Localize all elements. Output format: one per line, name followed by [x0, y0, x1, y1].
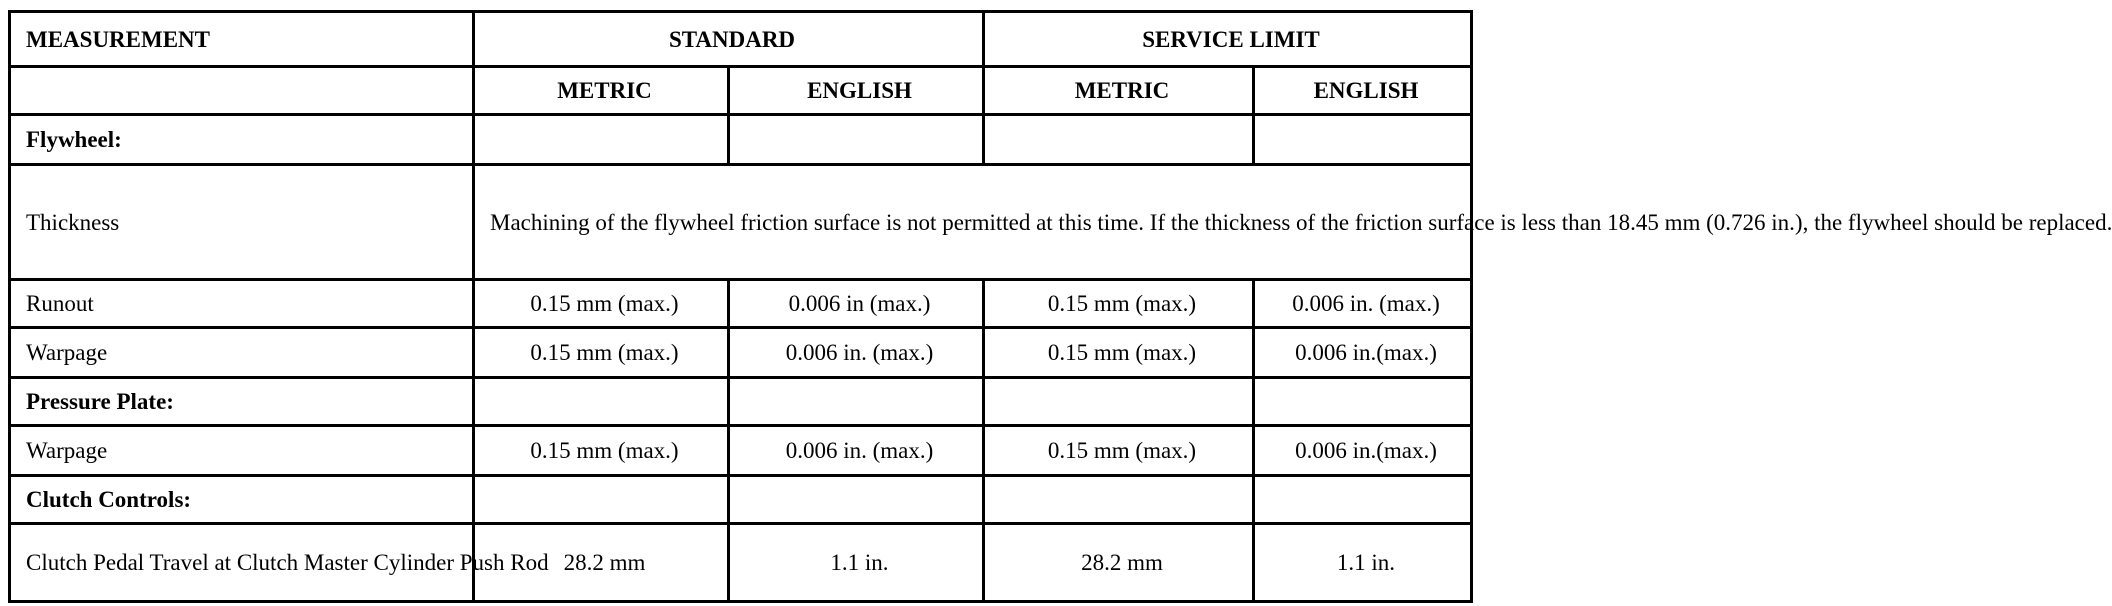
standard-english-header: ENGLISH — [729, 67, 984, 115]
empty-cell — [474, 115, 729, 165]
section-row-clutch-controls — [10, 476, 1472, 524]
runout-limit-metric: 0.15 mm (max.) — [984, 280, 1254, 328]
runout-standard-english: 0.006 in (max.) — [729, 280, 984, 328]
empty-cell — [729, 378, 984, 426]
table-row-thickness — [10, 165, 1472, 280]
empty-cell — [984, 378, 1254, 426]
specification-table — [8, 10, 2112, 603]
table-row-flywheel-warpage — [10, 328, 1472, 378]
flywheel-warpage-standard-english: 0.006 in. (max.) — [729, 328, 984, 378]
plate-warpage-limit-english: 0.006 in.(max.) — [1254, 426, 1472, 476]
plate-warpage-standard-english: 0.006 in. (max.) — [729, 426, 984, 476]
row-label-pedal-travel: Clutch Pedal Travel at Clutch Master Cylinder Push Rod — [10, 524, 474, 602]
table-row-pressure-plate-warpage — [10, 426, 1472, 476]
empty-cell — [10, 67, 474, 115]
pedal-travel-standard-metric: 28.2 mm — [474, 524, 729, 602]
thickness-note: Machining of the flywheel friction surface is not permitted at this time. If the thickness of the friction surface is less than 18.45 mm (0.726 in.), the flywheel should be replaced. — [474, 165, 1472, 280]
pedal-travel-standard-english: 1.1 in. — [729, 524, 984, 602]
flywheel-warpage-limit-english: 0.006 in.(max.) — [1254, 328, 1472, 378]
empty-cell — [474, 476, 729, 524]
row-label-thickness: Thickness — [10, 165, 474, 280]
row-label-warpage: Warpage — [10, 426, 474, 476]
subheader-row — [10, 67, 1472, 115]
empty-cell — [984, 115, 1254, 165]
section-title-pressure-plate: Pressure Plate: — [10, 378, 474, 426]
flywheel-warpage-standard-metric: 0.15 mm (max.) — [474, 328, 729, 378]
standard-header: STANDARD — [474, 12, 984, 67]
empty-cell — [729, 476, 984, 524]
pedal-travel-limit-metric: 28.2 mm — [984, 524, 1254, 602]
empty-cell — [1254, 476, 1472, 524]
runout-limit-english: 0.006 in. (max.) — [1254, 280, 1472, 328]
section-row-pressure-plate — [10, 378, 1472, 426]
empty-cell — [729, 115, 984, 165]
plate-warpage-limit-metric: 0.15 mm (max.) — [984, 426, 1254, 476]
section-title-flywheel: Flywheel: — [10, 115, 474, 165]
plate-warpage-standard-metric: 0.15 mm (max.) — [474, 426, 729, 476]
empty-cell — [474, 378, 729, 426]
row-label-warpage: Warpage — [10, 328, 474, 378]
empty-cell — [984, 476, 1254, 524]
pedal-travel-limit-english: 1.1 in. — [1254, 524, 1472, 602]
row-label-runout: Runout — [10, 280, 474, 328]
runout-standard-metric: 0.15 mm (max.) — [474, 280, 729, 328]
section-row-flywheel — [10, 115, 1472, 165]
measurement-header: MEASUREMENT — [10, 12, 474, 67]
service-limit-metric-header: METRIC — [984, 67, 1254, 115]
standard-metric-header: METRIC — [474, 67, 729, 115]
header-row — [10, 12, 1472, 67]
empty-cell — [1254, 378, 1472, 426]
section-title-clutch-controls: Clutch Controls: — [10, 476, 474, 524]
table-row-pedal-travel — [10, 524, 1472, 602]
table-row-runout — [10, 280, 1472, 328]
empty-cell — [1254, 115, 1472, 165]
flywheel-warpage-limit-metric: 0.15 mm (max.) — [984, 328, 1254, 378]
service-limit-header: SERVICE LIMIT — [984, 12, 1472, 67]
service-limit-english-header: ENGLISH — [1254, 67, 1472, 115]
